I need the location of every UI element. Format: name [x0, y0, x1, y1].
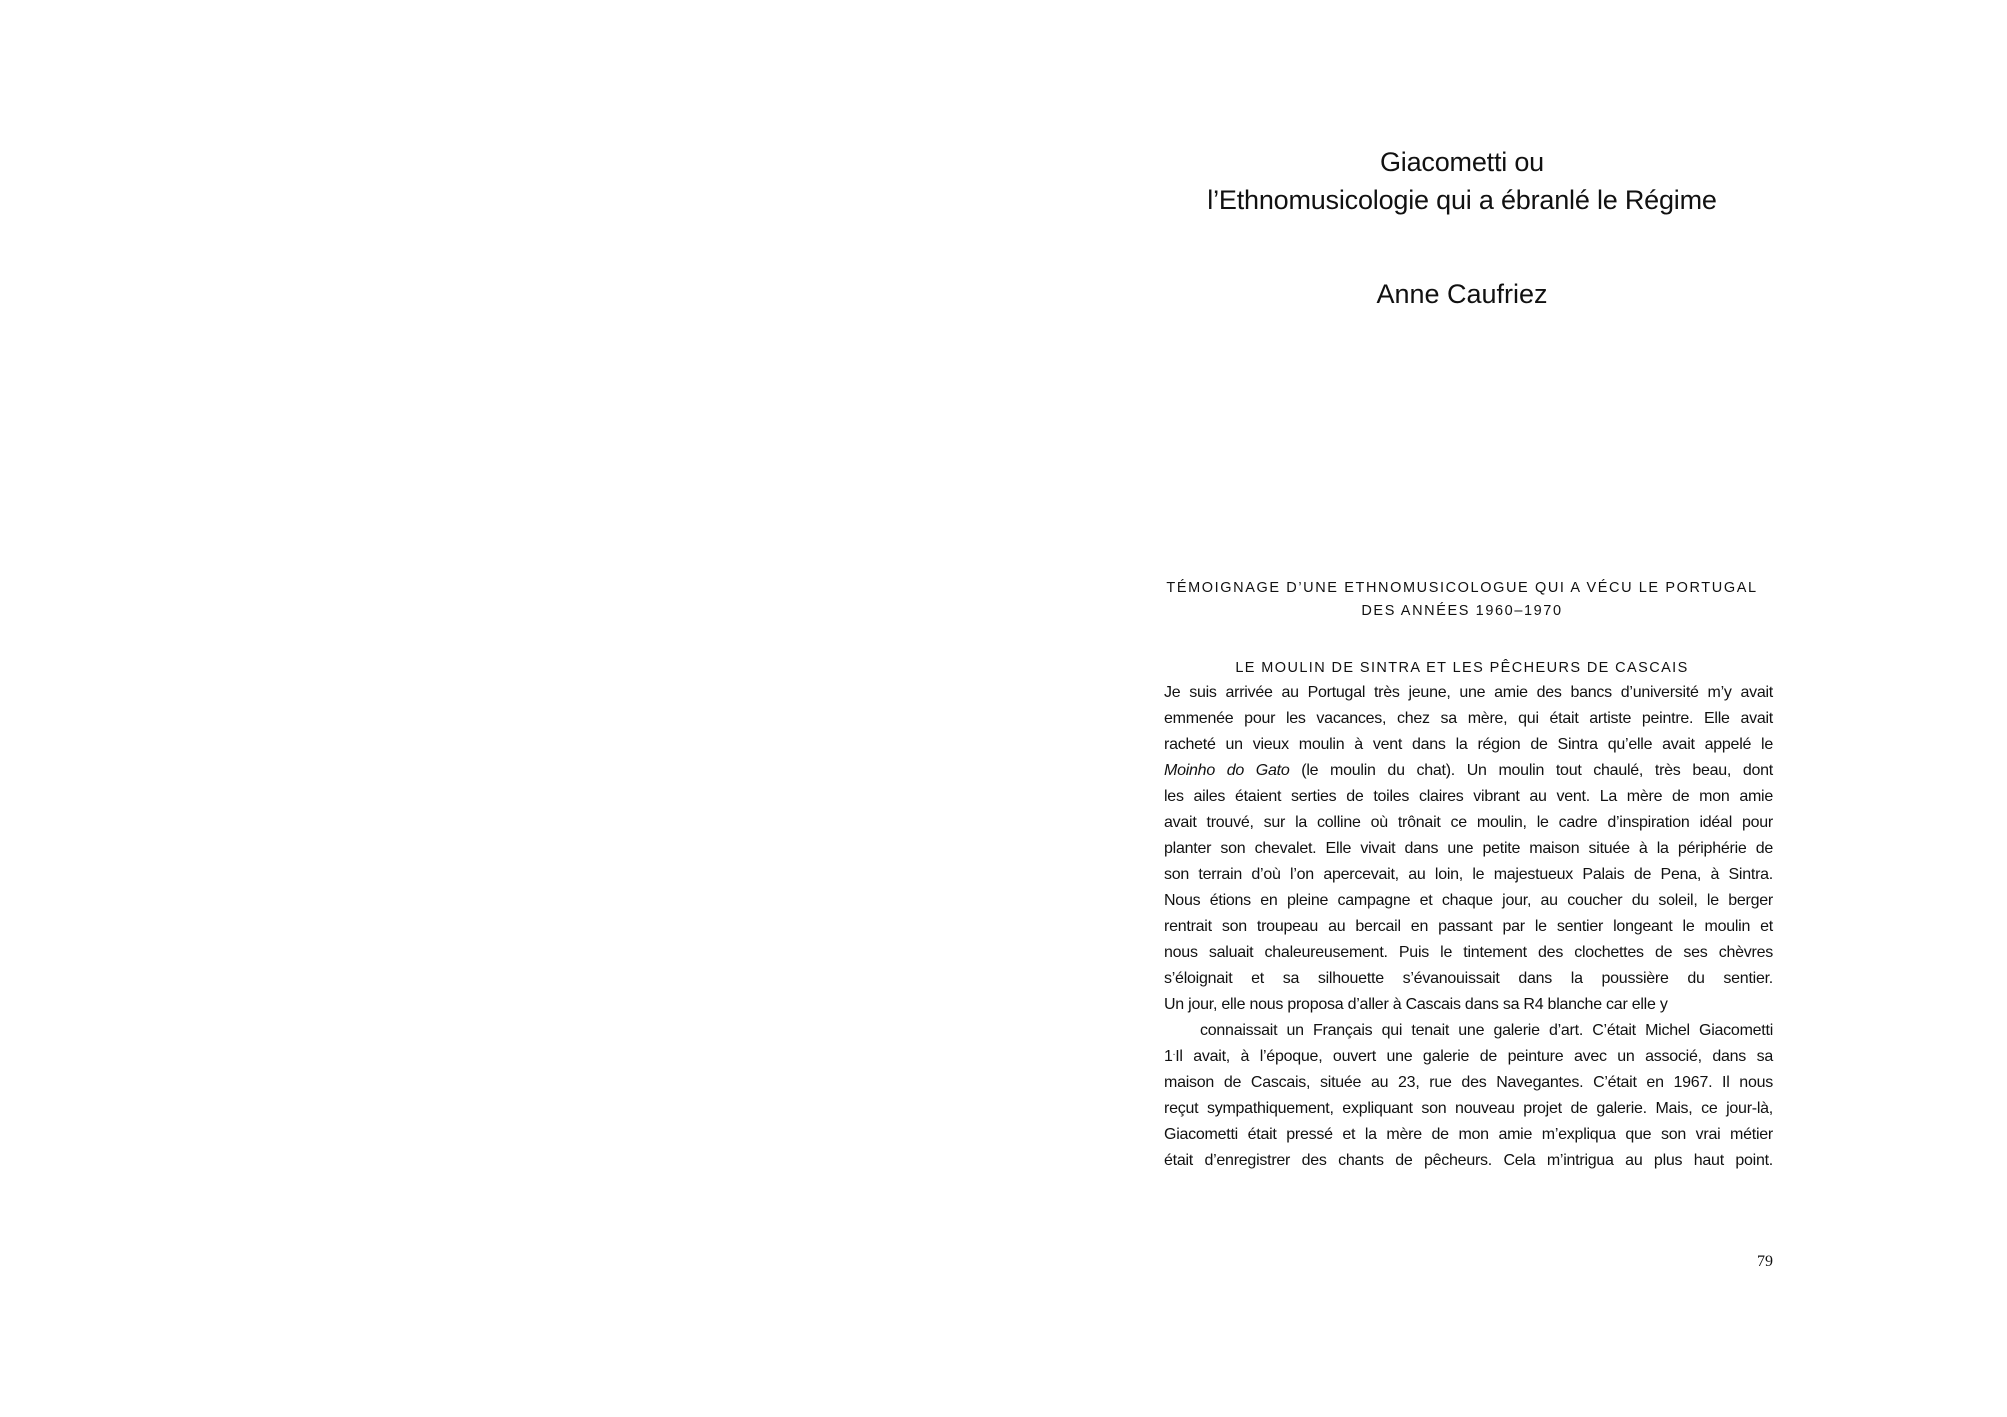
- body-line: s’éloignait et sa silhouette s’évanouissait dans la poussière du sentier.: [1164, 970, 1773, 987]
- body-line: racheté un vieux moulin à vent dans la région de Sintra qu’elle avait appelé le: [1164, 736, 1773, 753]
- body-line-text: 1: [1164, 1048, 1173, 1065]
- body-line-rest: (le moulin du chat). Un moulin tout chaulé, très beau, dont: [1301, 762, 1773, 779]
- body-line: son terrain d’où l’on apercevait, au loin, le majestueux Palais de Pena, à Sintra.: [1164, 866, 1773, 883]
- body-line: Giacometti était pressé et la mère de mon amie m’expliqua que son vrai métier: [1164, 1126, 1773, 1143]
- title-line: l’Ethnomusicologie qui a ébranlé le Régime: [1207, 185, 1717, 215]
- body-line: était d’enregistrer des chants de pêcheurs. Cela m’intrigua au plus haut point.: [1164, 1152, 1773, 1169]
- body-line: Je suis arrivée au Portugal très jeune, une amie des bancs d’université m’y avait: [1164, 684, 1773, 701]
- left-page-blank: [0, 0, 1003, 1417]
- body-line: nous saluait chaleureusement. Puis le tintement des clochettes de ses chèvres: [1164, 944, 1773, 961]
- body-line: [1164, 758, 1773, 784]
- author-name: Anne Caufriez: [1376, 279, 1548, 309]
- title-line: Giacometti ou: [1380, 147, 1544, 177]
- body-line: Nous étions en pleine campagne et chaque jour, au coucher du soleil, le berger: [1164, 892, 1773, 909]
- body-text: [1164, 680, 1773, 1174]
- body-line: [1164, 1044, 1773, 1070]
- section-heading: LE MOULIN DE SINTRA ET LES PÊCHEURS DE CASCAIS: [1235, 660, 1689, 676]
- italic-title: Moinho do Gato: [1164, 762, 1290, 779]
- body-line: reçut sympathiquement, expliquant son nouveau projet de galerie. Mais, ce jour-là,: [1164, 1100, 1773, 1117]
- body-line: Un jour, elle nous proposa d’aller à Cascais dans sa R4 blanche car elle y: [1164, 996, 1668, 1013]
- kicker-line: DES ANNÉES 1960–1970: [1361, 603, 1563, 619]
- body-line: avait trouvé, sur la colline où trônait ce moulin, le cadre d’inspiration idéal pour: [1164, 814, 1773, 831]
- article-kicker: [1145, 577, 1779, 623]
- body-line: rentrait son troupeau au bercail en passant par le sentier longeant le moulin et: [1164, 918, 1773, 935]
- body-line-punct: Il avait, à l’époque, ouvert une galerie de peinture avec un associé, dans sa: [1175, 1048, 1773, 1065]
- body-line: emmenée pour les vacances, chez sa mère, qui était artiste peintre. Elle avait: [1164, 710, 1773, 727]
- body-line: planter son chevalet. Elle vivait dans une petite maison située à la périphérie de: [1164, 840, 1773, 857]
- body-line: maison de Cascais, située au 23, rue des Navegantes. C’était en 1967. Il nous: [1164, 1074, 1773, 1091]
- article-title: [1145, 143, 1779, 219]
- footnote-marker: .: [1172, 1047, 1176, 1058]
- body-line: les ailes étaient serties de toiles claires vibrant au vent. La mère de mon amie: [1164, 788, 1773, 805]
- page-number: 79: [1757, 1253, 1773, 1270]
- body-line: connaissait un Français qui tenait une galerie d’art. C’était Michel Giacometti: [1200, 1022, 1773, 1039]
- kicker-line: TÉMOIGNAGE D’UNE ETHNOMUSICOLOGUE QUI A VÉCU LE PORTUGAL: [1166, 580, 1758, 596]
